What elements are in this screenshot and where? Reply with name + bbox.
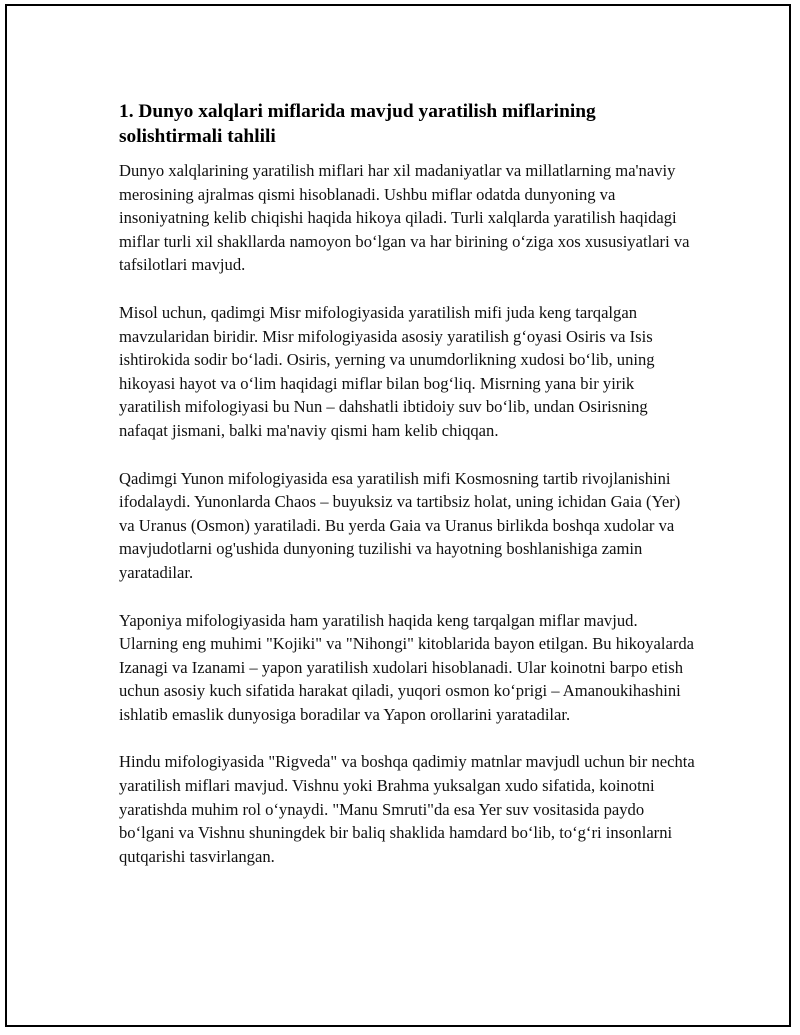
paragraph-egypt: Misol uchun, qadimgi Misr mifologiyasida yaratilish mifi juda keng tarqalgan mavzularidan biridir. Misr mifologiyasida asosiy yaratilish g‘oyasi Osiris va Isis ishtirokida sodir bo‘ladi. Osiris, yerning va unumdorlikning xudosi bo‘lib, uning hikoyasi hayot va o‘lim haqidagi miflar bilan bog‘liq. Misrning yana bir yirik yaratilish mifologiyasi bu Nun – dahshatli ibtidoiy suv bo‘lib, undan Osirisning nafaqat jismani, balki ma'naviy qismi ham kelib chiqqan. bbox=[119, 302, 655, 440]
paragraph-greece: Qadimgi Yunon mifologiyasida esa yaratilish mifi Kosmosning tartib rivojlanishini ifodalaydi. Yunonlarda Chaos – buyuksiz va tartibsiz holat, uning ichidan Gaia (Yer) va Uranus (Osmon) yaratiladi. Bu yerda Gaia va Uranus birlikda boshqa xudolar va mavjudotlarni og'ushida dunyoning tuzilishi va hayotning boshlanishiga zamin yaratadilar. bbox=[119, 468, 681, 582]
document-page bbox=[5, 4, 791, 1027]
paragraph-japan: Yaponiya mifologiyasida ham yaratilish haqida keng tarqalgan miflar mavjud. Ularning eng muhimi "Kojiki" va "Nihongi" kitoblarida bayon etilgan. Bu hikoyalarda Izanagi va Izanami – yapon yaratilish xudolari hisoblanadi. Ular koinotni barpo etish uchun asosiy kuch sifatida harakat qiladi, yuqori osmon ko‘prigi – Amanoukihashini ishlatib emaslik dunyosiga boradilar va Yapon orollarini yaratadilar. bbox=[119, 610, 695, 724]
paragraph-intro: Dunyo xalqlarining yaratilish miflari har xil madaniyatlar va millatlarning ma'naviy merosining ajralmas qismi hisoblanadi. Ushbu miflar odatda dunyoning va insoniyatning kelib chiqishi haqida hikoya qiladi. Turli xalqlarda yaratilish haqidagi miflar turli xil shakllarda namoyon bo‘lgan va har birining o‘ziga xos xususiyatlari va tafsilotlari mavjud. bbox=[119, 161, 690, 275]
section-heading: 1. Dunyo xalqlari miflarida mavjud yaratilish miflarining solishtirmali tahlili bbox=[119, 101, 596, 147]
document-content bbox=[119, 99, 699, 892]
paragraph-hindu: Hindu mifologiyasida "Rigveda" va boshqa qadimiy matnlar mavjudl uchun bir nechta yaratilish miflari mavjud. Vishnu yoki Brahma yuksalgan xudo sifatida, koinotni yaratishda muhim rol o‘ynaydi. "Manu Smruti"da esa Yer suv vositasida paydo bo‘lgani va Vishnu shuningdek bir baliq shaklida hamdard bo‘lib, to‘g‘ri insonlarni qutqarishi tasvirlangan. bbox=[119, 752, 695, 866]
